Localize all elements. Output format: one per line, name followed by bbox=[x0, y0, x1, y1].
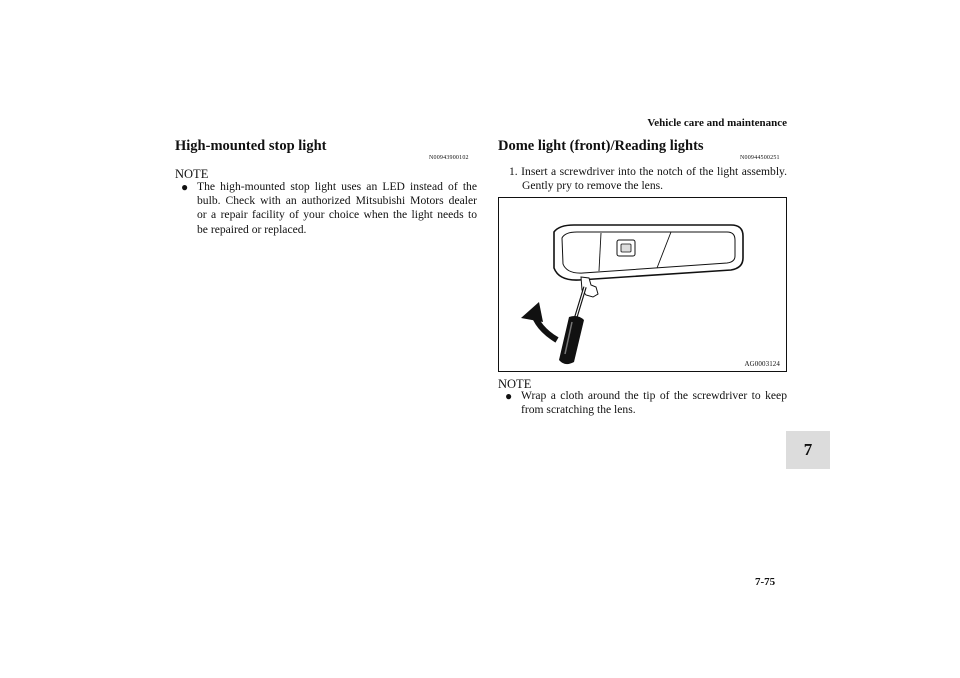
dome-light-illustration bbox=[499, 198, 786, 371]
section-code: N00944500251 bbox=[740, 155, 780, 161]
note-line: or a repair facility of your choice when the light needs to bbox=[197, 208, 477, 222]
note-line: from scratching the lens. bbox=[521, 403, 636, 417]
step-text bbox=[509, 165, 787, 193]
note-line: bulb. Check with an authorized Mitsubishi Motors dealer bbox=[197, 194, 477, 208]
note-text-stop-light bbox=[197, 180, 477, 237]
note-label: NOTE bbox=[175, 167, 209, 181]
running-header: Vehicle care and maintenance bbox=[647, 117, 787, 129]
bullet-icon: ● bbox=[181, 180, 189, 194]
note-line: be repaired or replaced. bbox=[197, 222, 307, 236]
step-line: 1. Insert a screwdriver into the notch of the light assembly. bbox=[509, 165, 787, 178]
note-line: Wrap a cloth around the tip of the screwdriver to keep bbox=[521, 389, 787, 402]
note-line: The high-mounted stop light uses an LED instead of the bbox=[197, 180, 477, 193]
chapter-tab: 7 bbox=[786, 431, 830, 469]
bullet-icon: ● bbox=[505, 389, 513, 403]
note-text-dome-light bbox=[521, 389, 787, 417]
section-title-stop-light: High-mounted stop light bbox=[175, 138, 327, 154]
figure-code: AG0003124 bbox=[744, 360, 780, 368]
section-code: N00943900102 bbox=[429, 155, 469, 161]
section-title-dome-light: Dome light (front)/Reading lights bbox=[498, 138, 704, 154]
figure-dome-light bbox=[498, 197, 787, 372]
page-number: 7-75 bbox=[755, 576, 776, 588]
step-line: Gently pry to remove the lens. bbox=[522, 179, 664, 193]
note-label: NOTE bbox=[498, 377, 532, 391]
